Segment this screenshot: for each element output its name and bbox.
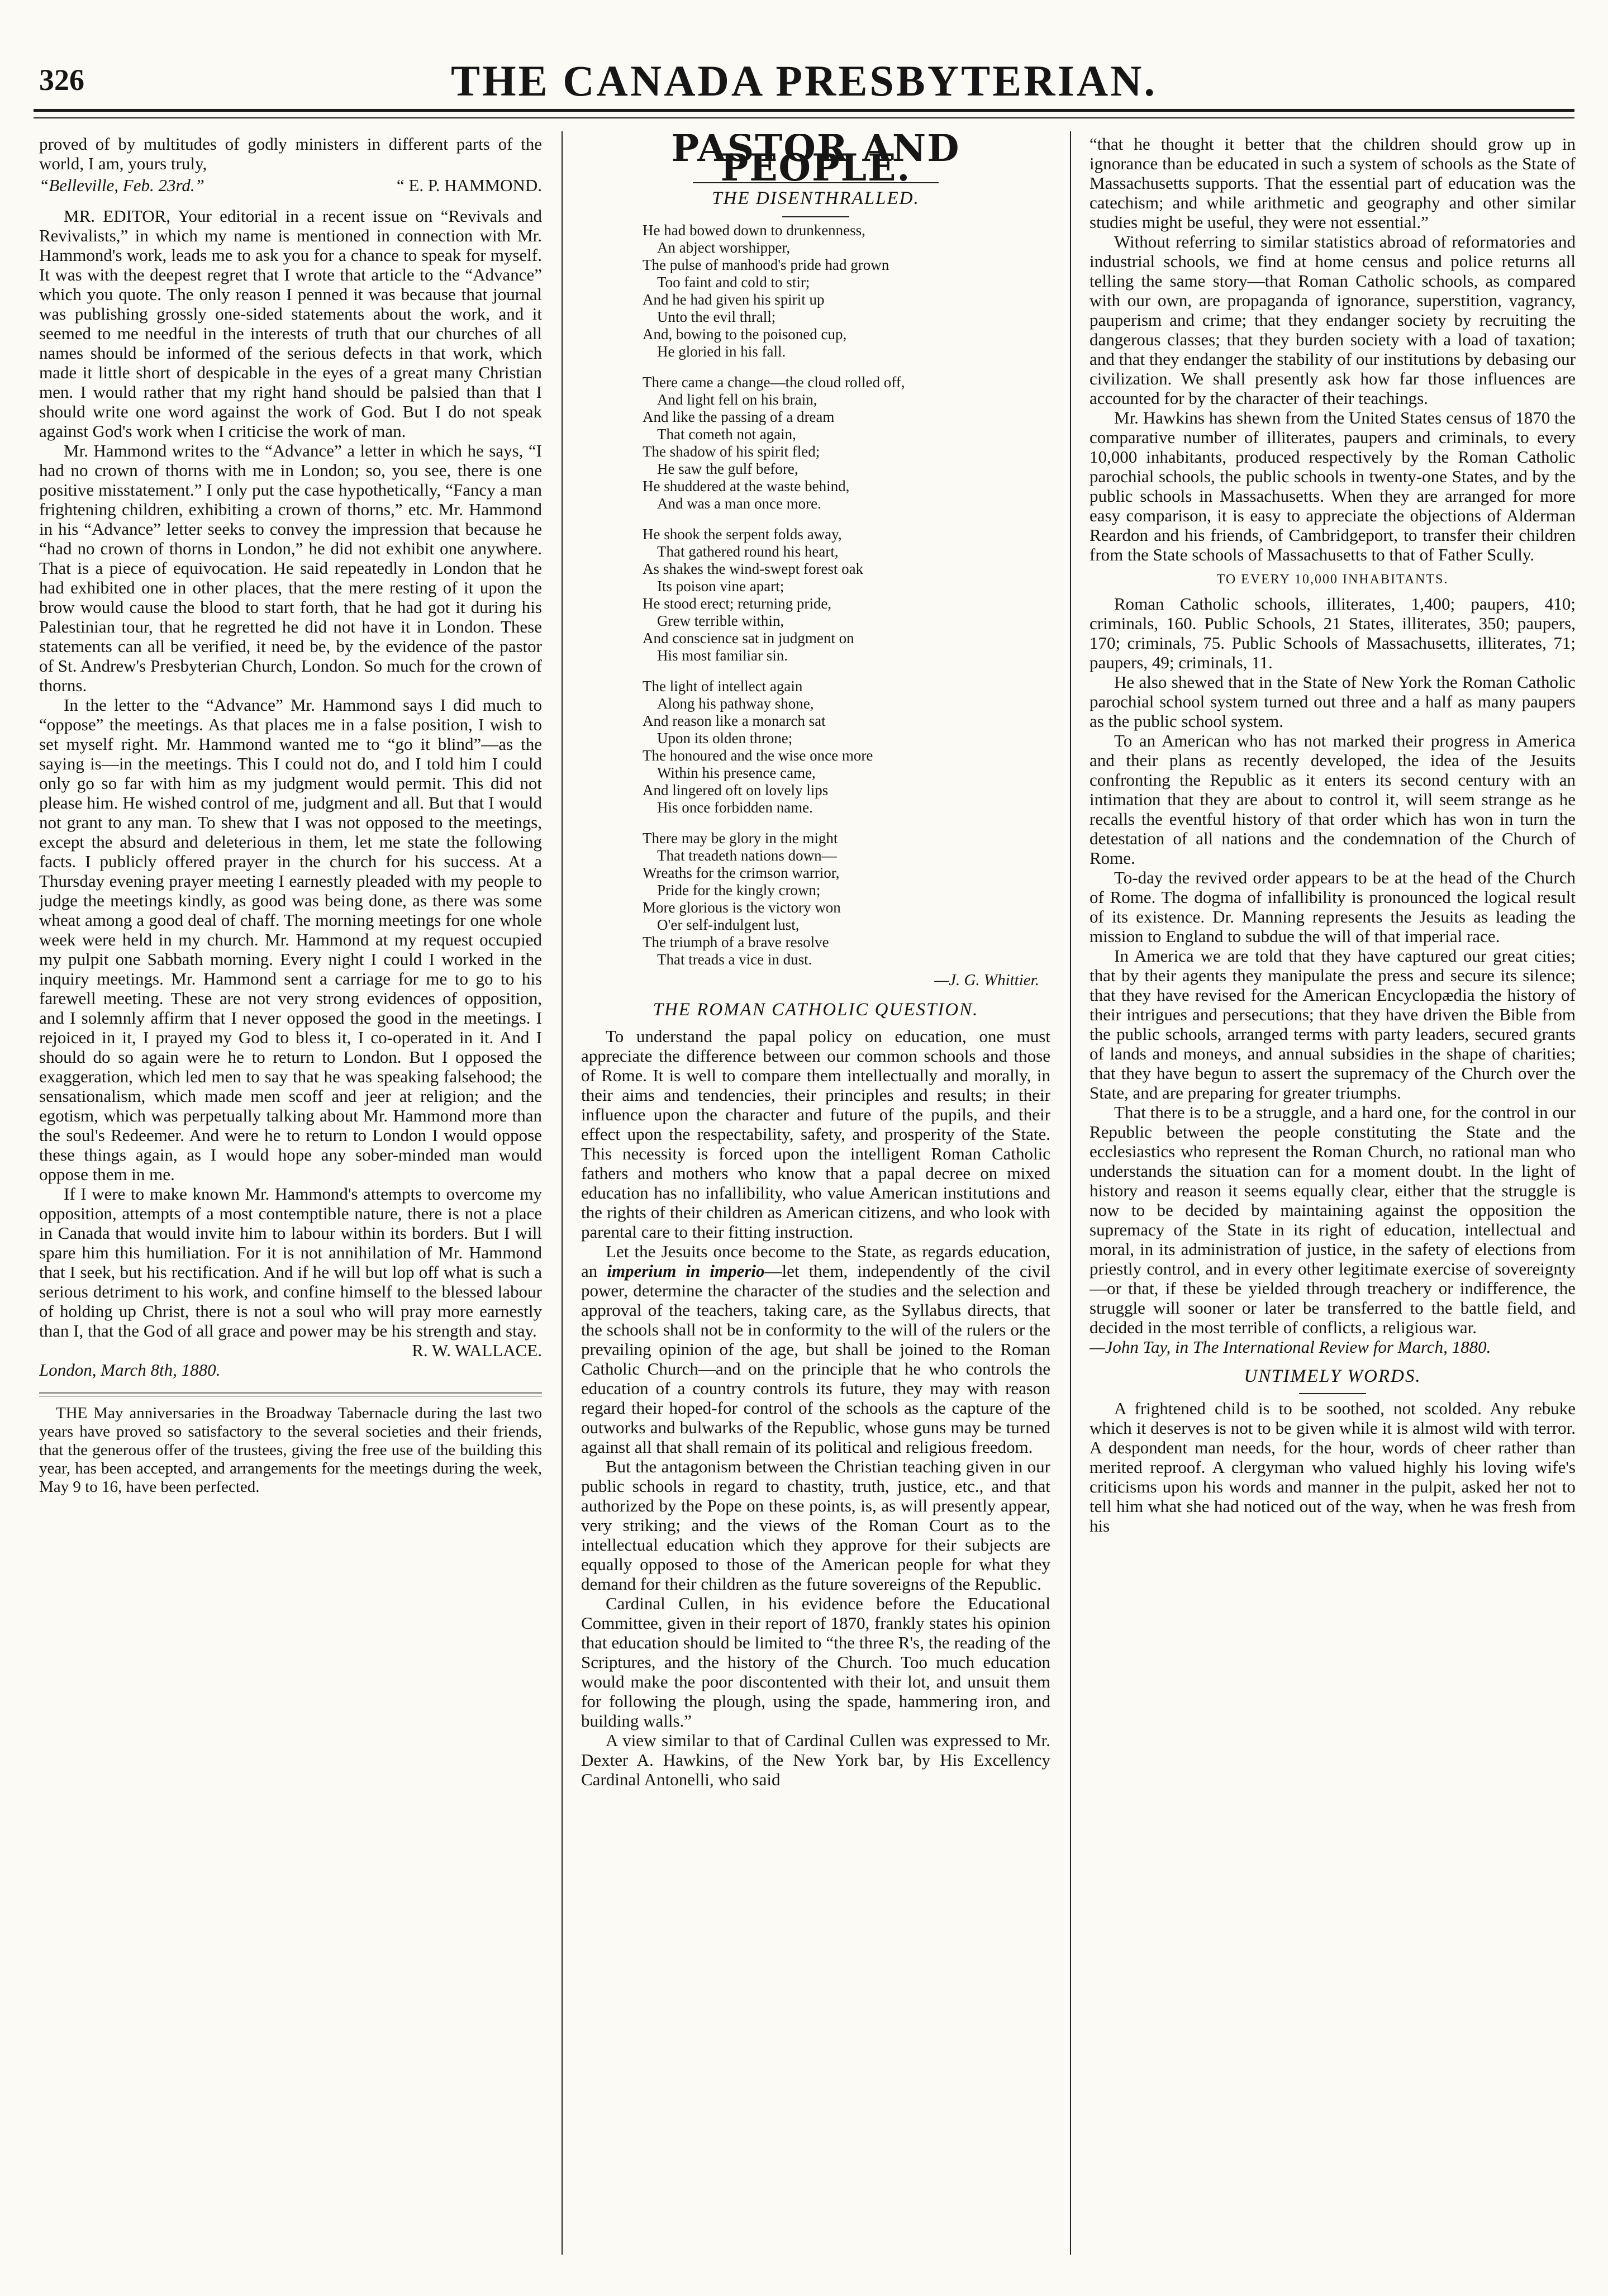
paragraph: In the letter to the “Advance” Mr. Hammond says I did much to “oppose” the meetings. As that places me in a false position, I wish to set myself right. Mr. Hammond wanted me to “go it blind”—as the saying is—in the meetings. This I could not do, and I told him I could only go so far with him as my judgment would permit. This did not please him. He wished control of me, judgment and all. But that I would not grant to any man. To shew that I was not opposed to the meetings, except the absurd and deleterious in them, let me state the following facts. I publicly offered prayer in the church for his success. At a Thursday evening prayer meeting I earnestly pleaded with my people to judge the meetings kindly, as good was being done, as there was some wheat among a good deal of chaff. The morning meetings for one whole week were held in my church. Mr. Hammond at my request occupied my pulpit one Sabbath morning. Every night I could I worked in the inquiry meetings. Mr. Hammond sent a carriage for me to go to his farewell meeting. These are not very strong evidences of opposition, and I solemnly affirm that I never opposed the good in the meetings. I rejoiced in it, I prayed my God to bless it, I co-operated in it. And I should do so again were he to return to London. But I opposed the exaggeration, which led men to say that he was speaking falsehood; the sensationalism, which made men scoff and jeer at religion; and the egotism, which was perpetually talking about Mr. Hammond more than the soul's Redeemer. And were he to return to London I would oppose these things again, as I would hope any sober-minded man would oppose them in me. <box>39 695 542 1184</box>
poem-line: He gloried in his fall. <box>657 343 786 360</box>
poem-line: Along his pathway shone, <box>657 695 814 712</box>
paragraph: Cardinal Cullen, in his evidence before the Educational Committee, given in their report of 1870, frankly states his opinion that education should be limited to “the three R's, the reading of the Scriptures, and the history of the Church. Too much education would make the poor discontented with their lot, and unsuit them for following the plough, using the spade, hammering iron, and building walls.” <box>581 1594 1050 1731</box>
paragraph: To-day the revived order appears to be at the head of the Church of Rome. The dogma of infallibility is pronounced the logical result of its existence. Dr. Manning represents the Jesuits as leading the mission to England to subdue the will of that imperial race. <box>1090 868 1576 946</box>
poem-line: He saw the gulf before, <box>657 460 798 477</box>
paragraph: A view similar to that of Cardinal Cullen was expressed to Mr. Dexter A. Hawkins, of the New York bar, by His Excellency Cardinal Antonelli, who said <box>581 1731 1050 1789</box>
letter-signoff <box>39 175 542 195</box>
article-source: —John Tay, in The International Review for March, 1880. <box>1090 1337 1491 1357</box>
stanza <box>643 526 1050 664</box>
notice-text: THE May anniversaries in the Broadway Tabernacle during the last two years have proved so satisfactory to the several societies and their friends, that the generous offer of the trustees, giving the free use of the building this year, has been accepted, and arrangements for the meetings during the week, May 9 to 16, have been perfected. <box>39 1404 542 1496</box>
poem-line: And conscience sat in judgment on <box>643 630 854 647</box>
paragraph: Without referring to similar statistics abroad of reformatories and industrial schools, we find at home census and police returns all telling the same story—that Roman Catholic schools, as compared with our own, are propaganda of ignorance, superstition, vagrancy, pauperism and crime; that they endanger society by recruiting the dangerous classes; that they burden society with a load of taxation; and that they endanger the stability of our institutions by debasing our civilization. We shall presently ask how far those influences are accounted for by the character of their teachings. <box>1090 232 1576 408</box>
signature: R. W. WALLACE. <box>412 1340 542 1360</box>
statistics-heading: TO EVERY 10,000 INHABITANTS. <box>1216 572 1449 587</box>
dateline: London, March 8th, 1880. <box>39 1360 221 1380</box>
poem-line: And reason like a monarch sat <box>643 712 826 729</box>
notice <box>39 1404 542 1496</box>
poem-line: Pride for the kingly crown; <box>657 882 821 899</box>
paragraph: Mr. Hawkins has shewn from the United States census of 1870 the comparative number of illiterates, paupers and criminals, to every 10,000 inhabitants, produced respectively by the Roman Catholic parochial schools, the public schools in twenty-one States, and by the public schools in Massachusetts. When they are arranged for more easy comparison, it is easy to appreciate the objections of Alderman Reardon and his friends, of Cambridgeport, to transfer their children from the State schools of Massachusetts to that of Father Scully. <box>1090 408 1576 564</box>
letter-place: “Belleville, Feb. 23rd.” <box>39 175 204 195</box>
column-rule <box>562 131 563 2255</box>
poem-line: And, bowing to the poisoned cup, <box>643 326 847 343</box>
stanza <box>643 678 1050 816</box>
paragraph: In America we are told that they have captured our great cities; that by their agents they manipulate the press and secure its silence; that they have revised for the American Encyclopædia the history of their intrigues and persecutions; that they have driven the Bible from the public schools, arranged terms with party leaders, secured grants of lands and moneys, and annual subsidies in the shape of charities; that they have begun to assert the supremacy of the Church over the State, and are preparing for greater triumphs. <box>1090 946 1576 1102</box>
header-rule <box>34 109 1574 112</box>
paragraph: Mr. Hammond writes to the “Advance” a letter in which he says, “I had no crown of thorns with me in London; so, you see, there is one positive misstatement.” I only put the case hypothetically, “Fancy a man frightening children, exhibiting a crown of thorns,” etc. Mr. Hammond in his “Advance” letter seeks to convey the impression that because he “had no crown of thorns in London,” he did not exhibit one anywhere. That is a piece of equivocation. He said repeatedly in London that he had exhibited one in other places, that the mere resting of it upon the brow would cause the blood to start forth, that he had got it during his Palestinian tour, that he regretted he did not have it in London. These statements can all be verified, it need be, by the evidence of the pastor of St. Andrew's Presbyterian Church, London. So much for the crown of thorns. <box>39 441 542 695</box>
paragraph: MR. EDITOR, Your editorial in a recent issue on “Revivals and Revivalists,” in which my name is mentioned in connection with Mr. Hammond's work, leads me to ask you for a chance to speak for myself. It was with the deepest regret that I wrote that article to the “Advance” which you quote. The only reason I penned it was because that journal was publishing grossly one-sided statements about the work, and it seemed to me needful in the interests of truth that our churches of all names should be informed of the serious defects in that work, which made it little short of despicable in the eyes of a great many Christian men. I would rather that my right hand should be palsied than that I should write one word against the work of God. But I do not speak against God's work when I criticise the work of man. <box>39 206 542 441</box>
poem-line: Unto the evil thrall; <box>657 308 776 325</box>
poem-line: That treadeth nations down— <box>657 847 837 864</box>
poem-line: An abject worshipper, <box>657 239 791 256</box>
short-rule <box>782 216 849 217</box>
letter-closing: proved of by multitudes of godly ministers in different parts of the world, I am, yours truly, <box>39 134 542 173</box>
paragraph: But the antagonism between the Christian teaching given in our public schools in regard to chastity, truth, justice, etc., and that authorized by the Pope on these points, is, as will presently appear, very striking; and the views of the Roman Court as to the intellectual education which they approve for their subjects are equally opposed to those of the American people for what they demand for their children as the future sovereigns of the Republic. <box>581 1457 1050 1594</box>
poem-line: He had bowed down to drunkenness, <box>643 222 865 239</box>
page-number: 326 <box>39 63 84 97</box>
latin-phrase: imperium in imperio <box>607 1261 765 1281</box>
paragraph: If I were to make known Mr. Hammond's attempts to overcome my opposition, attempts of a most contemptible nature, there is not a place in Canada that would invite him to labour within its borders. But I will spare him this humiliation. For it is not annihilation of Mr. Hammond that I seek, but his rectification. And if he will but lop off what is such a serious detriment to his work, and confine himself to the blessed labour of holding up Christ, there is not a soul who will pray more earnestly than I, that the God of all grace and power may be his strength and stay. <box>39 1184 542 1340</box>
column-2 <box>581 134 1050 2246</box>
poem-line: That treads a vice in dust. <box>657 951 812 968</box>
article-title: THE ROMAN CATHOLIC QUESTION. <box>653 1000 979 1020</box>
poem-line: He stood erect; returning pride, <box>643 595 832 612</box>
column-3 <box>1090 134 1576 2246</box>
column-1 <box>39 134 542 2246</box>
poem-line: He shook the serpent folds away, <box>643 526 842 543</box>
paragraph: A frightened child is to be soothed, not scolded. Any rebuke which it deserves is not to be given while it is almost wild with terror. A despondent man needs, for the hour, words of cheer rather than merited reproof. A clergyman who valued highly his loving wife's criticisms upon his words and manner in the pulpit, asked her not to tell him what she had noticed out of the way, when he was fresh from his <box>1090 1399 1576 1536</box>
column-rule <box>1070 131 1071 2255</box>
paragraph: To understand the papal policy on education, one must appreciate the difference between our common schools and those of Rome. It is well to compare them intellectually and morally, in their aims and tendencies, their principles and results; in their influence upon the character and future of the pupils, and their effect upon the respectability, safety, and prosperity of the State. This necessity is forced upon the intelligent Roman Catholic fathers and mothers who know that a papal decree on mixed education has no infallibility, who value American institutions and the rights of their children as American citizens, and who look with parental care to their fitting instruction. <box>581 1026 1050 1242</box>
stanza <box>643 222 1050 360</box>
poem-line: There may be glory in the might <box>643 830 838 847</box>
poem-line: O'er self-indulgent lust, <box>657 916 800 933</box>
poem-line: His most familiar sin. <box>657 647 788 664</box>
poem-line: That cometh not again, <box>657 426 796 443</box>
poem-line: He shuddered at the waste behind, <box>643 478 850 495</box>
poem-line: And like the passing of a dream <box>643 408 835 425</box>
poem-line: The triumph of a brave resolve <box>643 934 829 950</box>
paragraph: He also shewed that in the State of New York the Roman Catholic parochial school system turned out three and a half as many paupers as the public school system. <box>1090 672 1576 731</box>
poem-line: There came a change—the cloud rolled off, <box>643 374 905 391</box>
text-run: —let them, independently of the civil power, determine the character of the studies and the selection and approval of the teachers, taking care, as the Syllabus directs, that the schools shall not be in conformity to the will of the rulers or the prevailing opinion of the age, but shall be joined to the Roman Catholic Church—and on the principle that he who controls the education of a country controls its future, they may with reason regard their hoped-for control of the schools as the capture of the outworks and bulwarks of the Republic, whose guns may be turned against all that shall remain of its political and religious freedom. <box>581 1261 1050 1457</box>
poem <box>581 222 1050 968</box>
poem-line: The light of intellect again <box>643 678 803 695</box>
paragraph: Roman Catholic schools, illiterates, 1,400; paupers, 410; criminals, 160. Public Schools, 21 States, illiterates, 350; paupers, 170; criminals, 75. Public Schools of Massachusetts, illiterates, 71; paupers, 49; criminals, 11. <box>1090 594 1576 672</box>
paragraph: “that he thought it better that the children should grow up in ignorance than be educated in such a system of schools as the State of Massachusetts supports. That the essential part of education was the catechism; and while arithmetic and geography and other similar studies might be useful, they were not essential.” <box>1090 134 1576 232</box>
text-run: Let the Jesuits once become to the State, as regards education, an <box>581 1242 1050 1281</box>
poem-line: That gathered round his heart, <box>657 543 839 560</box>
poem-line: Within his presence came, <box>657 764 816 781</box>
poem-line: And light fell on his brain, <box>657 391 817 408</box>
section-title: PASTOR AND PEOPLE. <box>671 134 960 189</box>
poem-line: And was a man once more. <box>657 495 821 512</box>
poem-line: Its poison vine apart; <box>657 578 784 595</box>
header-rule-thin <box>34 117 1574 118</box>
poem-line: As shakes the wind-swept forest oak <box>643 560 864 577</box>
stanza <box>643 830 1050 968</box>
poem-line: Wreaths for the crimson warrior, <box>643 864 840 881</box>
paragraph: To an American who has not marked their progress in America and their plans as recently developed, the idea of the Jesuits confronting the Republic as it enters its second century with an intimation that they are about to control it, will seem strange as he recalls the eventful history of that order which has won in turn the detestation of all nations and the condemnation of the Church of Rome. <box>1090 731 1576 868</box>
section-divider <box>39 1392 542 1396</box>
poem-line: The honoured and the wise once more <box>643 747 873 764</box>
poem-line: His once forbidden name. <box>657 799 813 816</box>
poem-title: THE DISENTHRALLED. <box>712 188 920 208</box>
letter-signature: “ E. P. HAMMOND. <box>396 175 542 195</box>
poem-line: And he had given his spirit up <box>643 291 825 308</box>
article-title: UNTIMELY WORDS. <box>1244 1366 1421 1386</box>
poem-author: —J. G. Whittier. <box>934 971 1039 989</box>
paragraph: That there is to be a struggle, and a hard one, for the control in our Republic between the people constituting the State and the ecclesiastics who represent the Roman Church, no rational man who understands the situation can for a moment doubt. In the light of history and reason it seems equally clear, either that the struggle is now to be decided by maintaining against the opposition the supremacy of the State in its right of education, intellectual and moral, in its administration of justice, in the safety of elections from priestly control, and in every other legitimate exercise of sovereignty—or that, if these be yielded through treachery or indifference, the struggle will sooner or later be transferred to the battle field, and decided in the most terrible of conflicts, a religious war. <box>1090 1102 1576 1337</box>
page-header <box>34 56 1574 106</box>
poem-line: The pulse of manhood's pride had grown <box>643 256 889 273</box>
poem-line: The shadow of his spirit fled; <box>643 443 820 460</box>
poem-line: More glorious is the victory won <box>643 899 841 916</box>
masthead: THE CANADA PRESBYTERIAN. <box>450 56 1158 105</box>
poem-line: Grew terrible within, <box>657 612 784 629</box>
poem-line: Upon its olden throne; <box>657 730 793 747</box>
paragraph <box>581 1242 1050 1457</box>
poem-line: Too faint and cold to stir; <box>657 274 810 291</box>
short-rule <box>1299 1393 1366 1394</box>
stanza <box>643 374 1050 512</box>
poem-line: And lingered oft on lovely lips <box>643 782 829 798</box>
